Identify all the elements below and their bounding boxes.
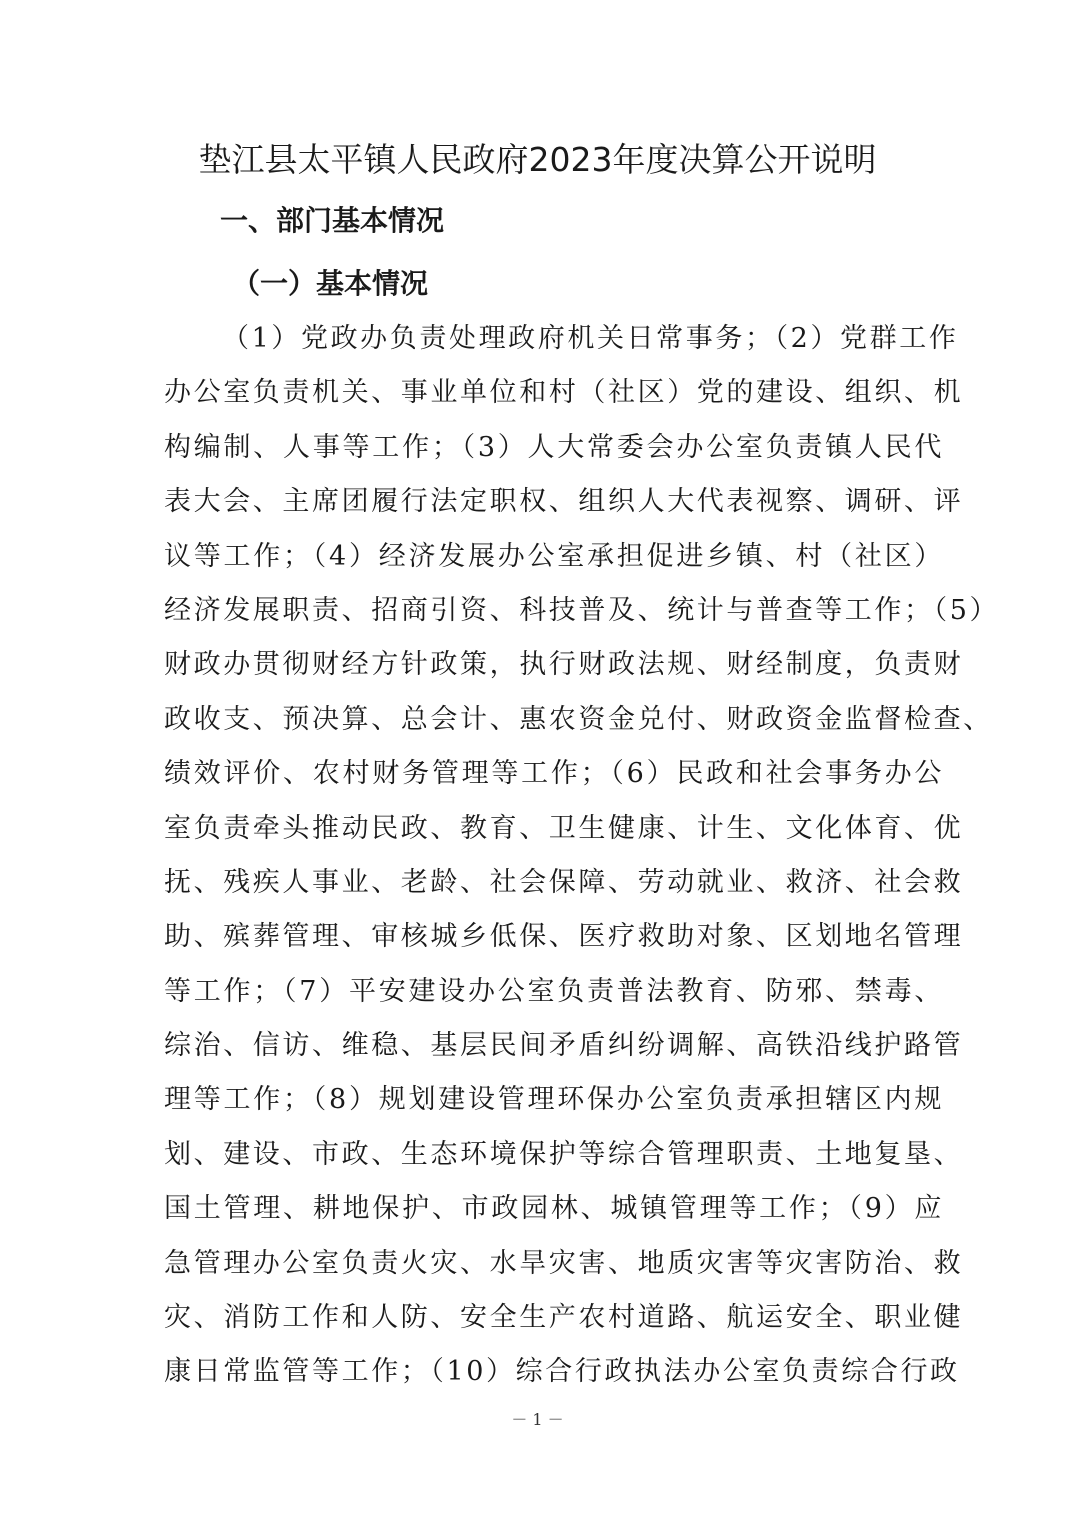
paragraph-line: 国土管理、耕地保护、市政园林、城镇管理等工作；（9）应 bbox=[164, 1193, 944, 1225]
body-paragraph bbox=[164, 312, 1000, 1400]
paragraph-line: 助、殡葬管理、审核城乡低保、医疗救助对象、区划地名管理 bbox=[164, 921, 964, 953]
paragraph-line: 办公室负责机关、事业单位和村（社区）党的建设、组织、机 bbox=[164, 377, 964, 409]
paragraph-line: 抚、残疾人事业、老龄、社会保障、劳动就业、救济、社会救 bbox=[164, 866, 964, 898]
section-heading: 一、部门基本情况 bbox=[220, 204, 445, 237]
paragraph-line: 表大会、主席团履行法定职权、组织人大代表视察、调研、评 bbox=[164, 486, 964, 518]
page-number: － 1 － bbox=[511, 1410, 564, 1429]
document-title: 垫江县太平镇人民政府2023年度决算公开说明 bbox=[198, 140, 877, 179]
paragraph-line: 室负责牵头推动民政、教育、卫生健康、计生、文化体育、优 bbox=[164, 812, 964, 844]
paragraph-line: 政收支、预决算、总会计、惠农资金兑付、财政资金监督检查、 bbox=[164, 703, 993, 735]
paragraph-line: （1）党政办负责处理政府机关日常事务；（2）党群工作 bbox=[222, 323, 959, 354]
paragraph-line: 划、建设、市政、生态环境保护等综合管理职责、土地复垦、 bbox=[164, 1138, 964, 1170]
paragraph-line: 综治、信访、维稳、基层民间矛盾纠纷调解、高铁沿线护路管 bbox=[164, 1030, 964, 1062]
paragraph-line: 财政办贯彻财经方针政策，执行财政法规、财经制度，负责财 bbox=[164, 649, 964, 681]
paragraph-line: 经济发展职责、招商引资、科技普及、统计与普查等工作；（5） bbox=[164, 594, 1000, 626]
paragraph-line: 等工作；（7）平安建设办公室负责普法教育、防邪、禁毒、 bbox=[164, 975, 944, 1007]
paragraph-line: 理等工作；（8）规划建设管理环保办公室负责承担辖区内规 bbox=[164, 1084, 944, 1116]
paragraph-line: 灾、消防工作和人防、安全生产农村道路、航运安全、职业健 bbox=[164, 1302, 964, 1334]
paragraph-line: 康日常监管等工作；（10）综合行政执法办公室负责综合行政 bbox=[164, 1356, 960, 1388]
paragraph-line: 急管理办公室负责火灾、水旱灾害、地质灾害等灾害防治、救 bbox=[164, 1247, 964, 1279]
paragraph-line: 议等工作；（4）经济发展办公室承担促进乡镇、村（社区） bbox=[164, 540, 944, 572]
paragraph-line: 绩效评价、农村财务管理等工作；（6）民政和社会事务办公 bbox=[164, 758, 944, 790]
paragraph-line: 构编制、人事等工作；（3）人大常委会办公室负责镇人民代 bbox=[164, 431, 944, 463]
subsection-heading: （一）基本情况 bbox=[232, 267, 429, 300]
